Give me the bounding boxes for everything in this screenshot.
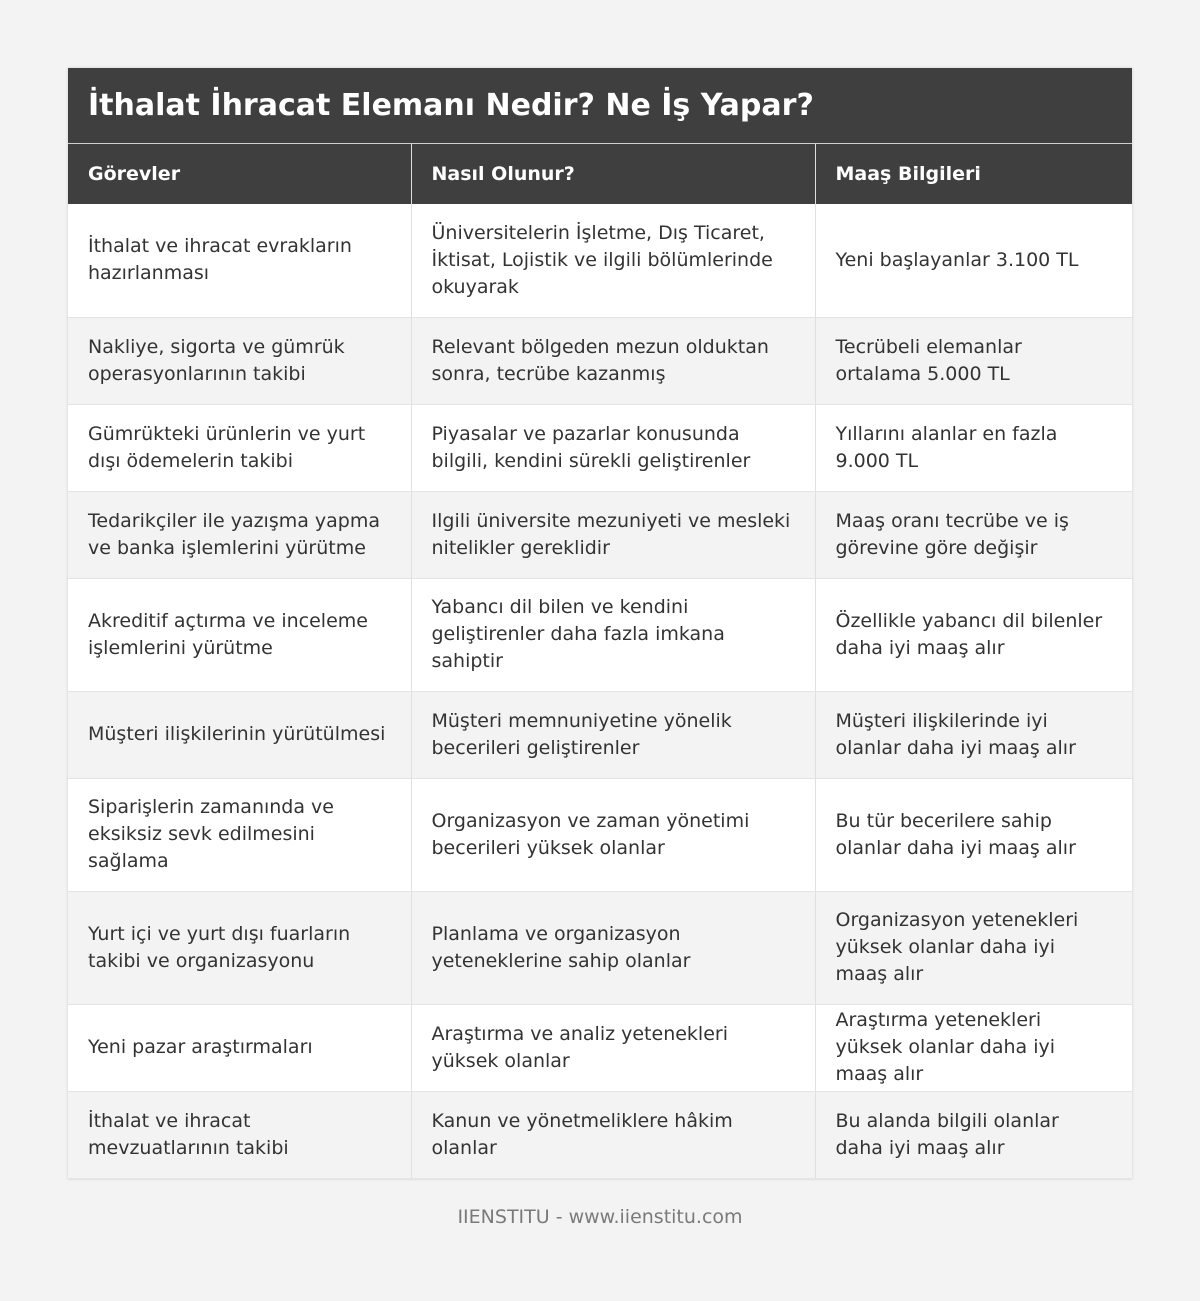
column-header-nasil-olunur: Nasıl Olunur? — [411, 144, 815, 204]
table-cell-gorev: Nakliye, sigorta ve gümrük operasyonlarının takibi — [68, 317, 411, 404]
table-cell-gorev: Yeni pazar araştırmaları — [68, 1004, 411, 1091]
column-header-gorevler: Görevler — [68, 144, 411, 204]
table-cell-gorev: Akreditif açtırma ve inceleme işlemlerini yürütme — [68, 578, 411, 691]
table-cell-maas: Yeni başlayanlar 3.100 TL — [815, 204, 1132, 317]
table-header-row — [68, 144, 1132, 204]
table-cell-nasil: Planlama ve organizasyon yeteneklerine sahip olanlar — [411, 891, 815, 1004]
table-cell-nasil: Ilgili üniversite mezuniyeti ve mesleki nitelikler gereklidir — [411, 491, 815, 578]
table-cell-maas: Maaş oranı tecrübe ve iş görevine göre değişir — [815, 491, 1132, 578]
column-header-maas-bilgileri: Maaş Bilgileri — [815, 144, 1132, 204]
table-cell-nasil: Piyasalar ve pazarlar konusunda bilgili, kendini sürekli geliştirenler — [411, 404, 815, 491]
table-row — [68, 1004, 1132, 1091]
table-cell-gorev: İthalat ve ihracat evrakların hazırlanması — [68, 204, 411, 317]
table-row — [68, 404, 1132, 491]
table-cell-maas: Tecrübeli elemanlar ortalama 5.000 TL — [815, 317, 1132, 404]
table-cell-nasil: Üniversitelerin İşletme, Dış Ticaret, İktisat, Lojistik ve ilgili bölümlerinde okuyarak — [411, 204, 815, 317]
table-cell-nasil: Kanun ve yönetmeliklere hâkim olanlar — [411, 1091, 815, 1178]
footer-credit: IIENSTITU - www.iienstitu.com — [457, 1206, 743, 1228]
table-cell-gorev: İthalat ve ihracat mevzuatlarının takibi — [68, 1091, 411, 1178]
table-cell-nasil: Müşteri memnuniyetine yönelik becerileri geliştirenler — [411, 691, 815, 778]
table-cell-maas: Yıllarını alanlar en fazla 9.000 TL — [815, 404, 1132, 491]
table-cell-gorev: Müşteri ilişkilerinin yürütülmesi — [68, 691, 411, 778]
table-cell-gorev: Tedarikçiler ile yazışma yapma ve banka işlemlerini yürütme — [68, 491, 411, 578]
table-cell-maas: Organizasyon yetenekleri yüksek olanlar daha iyi maaş alır — [815, 891, 1132, 1004]
table-row — [68, 204, 1132, 317]
table-cell-nasil: Relevant bölgeden mezun olduktan sonra, tecrübe kazanmış — [411, 317, 815, 404]
table-cell-maas: Bu alanda bilgili olanlar daha iyi maaş alır — [815, 1091, 1132, 1178]
table-row — [68, 491, 1132, 578]
table-cell-nasil: Yabancı dil bilen ve kendini geliştirenler daha fazla imkana sahiptir — [411, 578, 815, 691]
info-table — [68, 144, 1132, 1179]
table-cell-nasil: Araştırma ve analiz yetenekleri yüksek olanlar — [411, 1004, 815, 1091]
table-cell-maas: Bu tür becerilere sahip olanlar daha iyi maaş alır — [815, 778, 1132, 891]
table-row — [68, 778, 1132, 891]
table-cell-maas: Özellikle yabancı dil bilenler daha iyi maaş alır — [815, 578, 1132, 691]
page-title: İthalat İhracat Elemanı Nedir? Ne İş Yapar? — [68, 68, 1132, 144]
table-row — [68, 1091, 1132, 1178]
table-cell-gorev: Siparişlerin zamanında ve eksiksiz sevk edilmesini sağlama — [68, 778, 411, 891]
table-cell-maas: Müşteri ilişkilerinde iyi olanlar daha iyi maaş alır — [815, 691, 1132, 778]
table-cell-gorev: Yurt içi ve yurt dışı fuarların takibi ve organizasyonu — [68, 891, 411, 1004]
table-row — [68, 691, 1132, 778]
table-row — [68, 578, 1132, 691]
table-cell-nasil: Organizasyon ve zaman yönetimi becerileri yüksek olanlar — [411, 778, 815, 891]
table-cell-gorev: Gümrükteki ürünlerin ve yurt dışı ödemelerin takibi — [68, 404, 411, 491]
table-cell-maas: Araştırma yetenekleri yüksek olanlar daha iyi maaş alır — [815, 1004, 1132, 1091]
table-row — [68, 891, 1132, 1004]
table-row — [68, 317, 1132, 404]
info-card — [68, 68, 1132, 1179]
